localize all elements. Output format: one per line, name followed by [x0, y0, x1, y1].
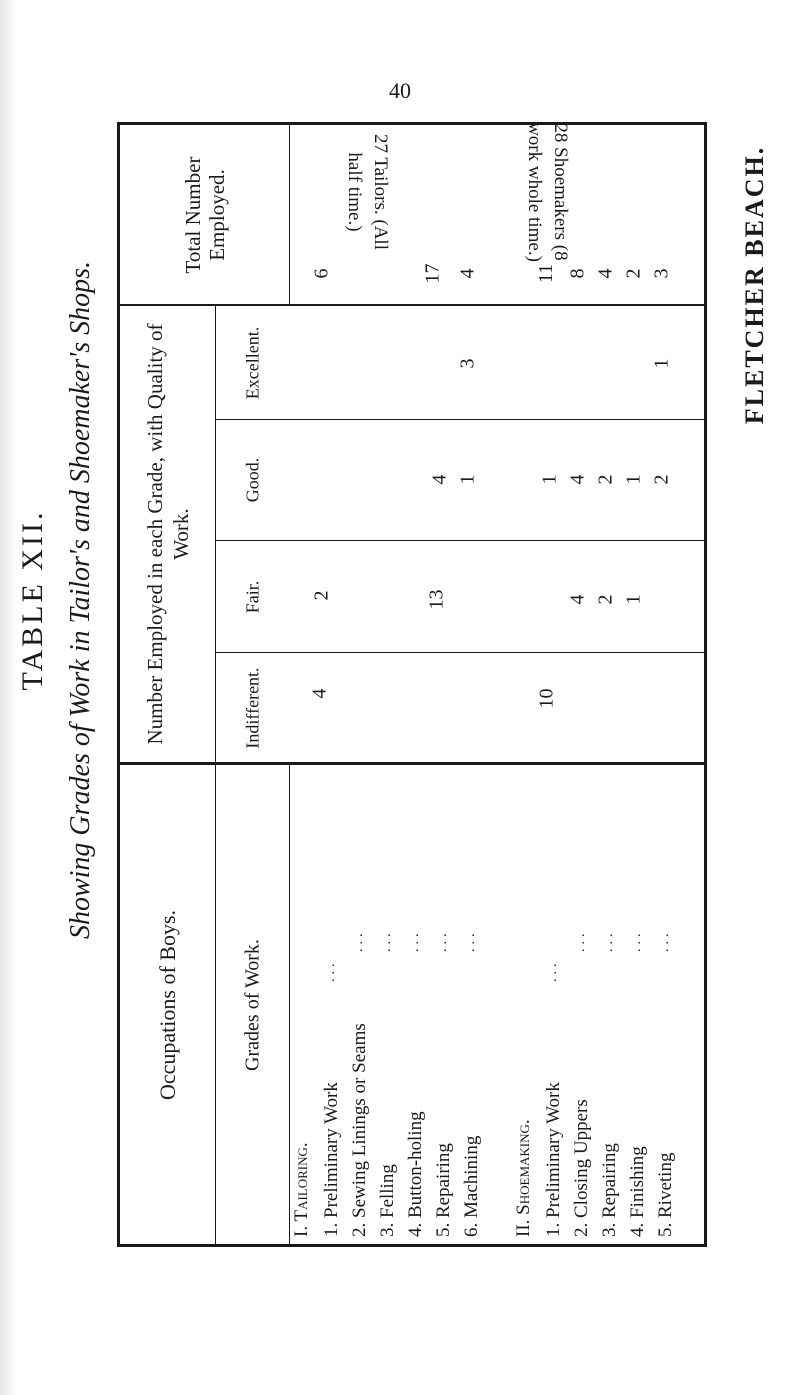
- shoemaking-grade-1: 1. Preliminary Work: [543, 1082, 564, 1237]
- shoemaking-leader-3: ...: [601, 929, 616, 952]
- shoemaking-4-total: 2: [622, 268, 645, 279]
- author-stamp: FLETCHER BEACH.: [740, 145, 769, 425]
- grades-inner-divider: [289, 765, 290, 1244]
- tailoring-1-indifferent: 4: [308, 688, 331, 699]
- shoemaking-3-fair: 2: [594, 594, 617, 605]
- total-header: Total Number Employed.: [180, 156, 229, 273]
- tailoring-6-good: 1: [456, 474, 479, 485]
- page-number: 40: [389, 78, 411, 103]
- tailoring-5-total: 17: [421, 263, 444, 284]
- shoemaking-1-indifferent: 10: [535, 688, 558, 709]
- shoemaking-title: II. Shoemaking.: [513, 1119, 534, 1237]
- tailoring-leader-5: ...: [435, 929, 450, 952]
- tailoring-6-excellent: 3: [456, 358, 479, 369]
- excellent-header: Excellent.: [242, 326, 262, 399]
- grades-header: Grades of Work.: [241, 938, 263, 1071]
- shoemaking-4-good: 1: [622, 474, 645, 485]
- header-col-divider: [289, 122, 290, 304]
- tailoring-6-total: 4: [456, 268, 479, 279]
- shoemaking-leader-1: ...: [545, 959, 560, 982]
- tailoring-grade-6: 6. Machining: [461, 1135, 482, 1237]
- tailoring-grade-3: 3. Felling: [377, 1164, 398, 1237]
- shoemaking-3-total: 4: [594, 268, 617, 279]
- fair-header: Fair.: [242, 580, 262, 613]
- shoemaking-leader-2: ...: [573, 929, 588, 952]
- tailoring-grade-1: 1. Preliminary Work: [321, 1082, 342, 1237]
- excellent-header-cell: [216, 306, 289, 419]
- grades-table: [117, 122, 707, 1247]
- shoemaking-leader-5: ...: [657, 929, 672, 952]
- tailoring-leader-3: ...: [379, 929, 394, 952]
- tailoring-leader-1: ...: [323, 959, 338, 982]
- shoemaking-1-good: 1: [538, 474, 561, 485]
- shoemaking-grade-5: 5. Riveting: [655, 1152, 676, 1237]
- tailoring-grade-4: 4. Button-holing: [405, 1111, 426, 1237]
- employed-group-header: Number Employed in each Grade, with Quality of Work.: [142, 323, 193, 745]
- tailoring-grade-2: 2. Sewing Linings or Seams: [349, 1023, 370, 1237]
- good-header-cell: [216, 420, 289, 540]
- table-title: TABLE XII.: [16, 509, 49, 691]
- shoemaking-total-note-text: 28 Shoemakers (8 work whole time.): [524, 122, 571, 262]
- tailoring-grade-5: 5. Repairing: [433, 1143, 454, 1237]
- grades-header-cell: [216, 765, 289, 1244]
- shoemaking-5-total: 3: [650, 268, 673, 279]
- tailoring-total-note: [341, 122, 393, 262]
- tailoring-1-total: 6: [310, 268, 333, 279]
- shoemaking-1-total: 11: [535, 263, 558, 284]
- fair-header-cell: [216, 541, 289, 652]
- tailoring-leader-4: ...: [407, 929, 422, 952]
- shoemaking-5-good: 2: [650, 474, 673, 485]
- total-header-cell: [120, 125, 289, 304]
- shoemaking-grade-3: 3. Repairing: [599, 1143, 620, 1237]
- shoemaking-total-note: [521, 117, 573, 267]
- tailoring-leader-6: ...: [463, 929, 478, 952]
- table-title-block: [0, 260, 110, 940]
- employed-group-header-cell: [120, 306, 215, 762]
- shoemaking-leader-4: ...: [629, 929, 644, 952]
- shoemaking-2-total: 8: [566, 268, 589, 279]
- tailoring-5-good: 4: [428, 474, 451, 485]
- shoemaking-2-fair: 4: [566, 594, 589, 605]
- tailoring-title: I. Tailoring.: [291, 1142, 312, 1237]
- shoemaking-grade-4: 4. Finishing: [627, 1146, 648, 1237]
- shoemaking-5-excellent: 1: [650, 358, 673, 369]
- tailoring-5-fair: 13: [425, 589, 448, 610]
- shoemaking-4-fair: 1: [622, 594, 645, 605]
- table-right-rule: [704, 122, 707, 1247]
- tailoring-total-note-text: 27 Tailors. (All half time.): [344, 133, 391, 250]
- tailoring-1-fair: 2: [310, 590, 333, 601]
- shoemaking-grade-2: 2. Closing Uppers: [571, 1099, 592, 1237]
- tailoring-leader-2: ...: [351, 929, 366, 952]
- shoemaking-3-good: 2: [594, 474, 617, 485]
- occupations-header-cell: [120, 765, 215, 1244]
- table-subtitle: Showing Grades of Work in Tailor's and Shoemaker's Shops.: [65, 260, 96, 940]
- occupations-header: Occupations of Boys.: [154, 909, 180, 1100]
- indifferent-header-cell: [216, 653, 289, 762]
- shoemaking-2-good: 4: [566, 474, 589, 485]
- table-bottom-rule: [117, 1244, 707, 1247]
- indifferent-header: Indifferent.: [242, 666, 262, 749]
- good-header: Good.: [242, 457, 262, 503]
- author-stamp-block: [710, 120, 800, 450]
